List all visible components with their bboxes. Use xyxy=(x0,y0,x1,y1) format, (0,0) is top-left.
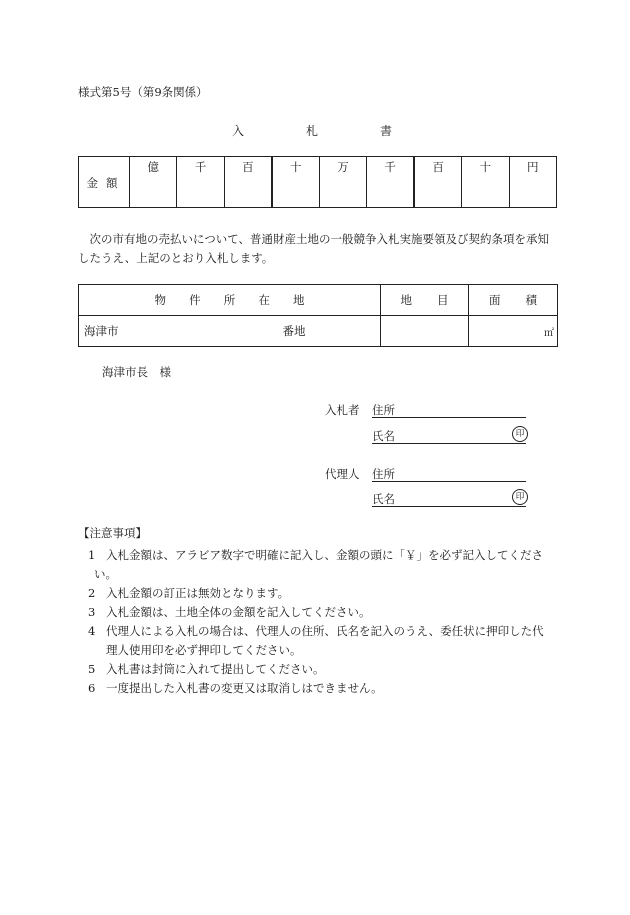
note-text: 入札金額は、土地全体の金額を記入してください。 xyxy=(106,605,371,619)
header-char: 面 xyxy=(489,293,501,307)
note-text: 入札金額の訂正は無効となります。 xyxy=(106,586,290,600)
amount-unit-cell[interactable]: 十 xyxy=(272,157,319,208)
note-text-continued: 理人使用印を必ず押印してください。 xyxy=(106,643,302,657)
city-name: 海津市 xyxy=(84,324,119,338)
amount-table xyxy=(78,156,557,208)
note-number: 5 xyxy=(88,662,96,676)
bidder-role: 入札者 xyxy=(325,403,360,417)
amount-unit-cell[interactable]: 十 xyxy=(462,157,509,208)
notes-title: 【注意事項】 xyxy=(78,526,147,540)
area-unit: ㎡ xyxy=(544,327,554,339)
agent-address-label: 住所 xyxy=(372,467,395,481)
lot-suffix: 番地 xyxy=(282,324,306,338)
bidder-name-field[interactable] xyxy=(372,428,526,444)
declaration-paragraph: 次の市有地の売払いについて、普通財産土地の一般競争入札実施要領及び契約条項を承知したうえ、上記のとおり入札します。 xyxy=(78,232,550,265)
note-text: 入札金額は、アラビア数字で明確に記入し、金額の頭に「￥」を必ず記入してくださ xyxy=(106,548,543,562)
title-char: 書 xyxy=(379,124,392,138)
note-item xyxy=(88,584,289,603)
header-char: 地 xyxy=(400,293,412,307)
agent-name-label: 氏名 xyxy=(372,492,395,506)
amount-label: 金額 xyxy=(79,157,130,208)
header-area xyxy=(469,285,558,316)
amount-unit-cell[interactable]: 億 xyxy=(130,157,177,208)
amount-unit-cell[interactable]: 円 xyxy=(509,157,557,208)
category-cell[interactable] xyxy=(381,316,469,347)
header-char: 所 xyxy=(223,293,236,307)
agent-role: 代理人 xyxy=(325,467,360,481)
note-number: 4 xyxy=(88,624,96,638)
agent-name-field[interactable] xyxy=(372,491,526,507)
note-item xyxy=(88,603,371,622)
document-title xyxy=(232,122,392,139)
header-char: 物 xyxy=(154,293,166,307)
bidder-seal-mark: 印 xyxy=(512,426,528,442)
location-cell[interactable] xyxy=(79,316,381,347)
area-cell[interactable] xyxy=(469,316,558,347)
note-text-continued: い。 xyxy=(94,567,117,581)
note-text: 代理人による入札の場合は、代理人の住所、氏名を記入のうえ、委任状に押印した代 xyxy=(106,624,544,638)
note-number: 3 xyxy=(88,605,96,619)
note-item xyxy=(88,679,383,698)
header-char: 地 xyxy=(293,293,305,307)
note-item xyxy=(88,660,325,679)
title-char: 札 xyxy=(305,124,318,138)
amount-unit-cell[interactable]: 千 xyxy=(177,157,224,208)
agent-address-field[interactable] xyxy=(372,466,526,482)
note-text: 一度提出した入札書の変更又は取消しはできません。 xyxy=(106,681,383,695)
note-number: 2 xyxy=(88,586,96,600)
property-table xyxy=(78,284,558,347)
header-char: 目 xyxy=(437,293,449,307)
note-item xyxy=(88,546,543,584)
header-char: 件 xyxy=(189,293,201,307)
amount-unit-cell[interactable]: 千 xyxy=(367,157,414,208)
bidder-address-label: 住所 xyxy=(372,403,395,417)
agent-seal-mark: 印 xyxy=(512,489,528,505)
header-char: 在 xyxy=(258,293,270,307)
amount-unit-cell[interactable]: 万 xyxy=(319,157,366,208)
bidder-address-field[interactable] xyxy=(372,402,526,418)
header-location xyxy=(79,285,381,316)
header-char: 積 xyxy=(525,293,537,307)
addressee: 海津市長 様 xyxy=(102,365,171,379)
note-text: 入札書は封筒に入れて提出してください。 xyxy=(106,662,325,676)
title-char: 入 xyxy=(232,124,245,138)
bidder-name-label: 氏名 xyxy=(372,429,395,443)
amount-unit-cell[interactable]: 百 xyxy=(224,157,271,208)
header-category xyxy=(381,285,469,316)
note-number: 1 xyxy=(88,548,96,562)
amount-unit-cell[interactable]: 百 xyxy=(414,157,461,208)
form-number: 様式第5号（第9条関係） xyxy=(78,85,208,99)
note-number: 6 xyxy=(88,681,96,695)
note-item xyxy=(88,622,544,660)
